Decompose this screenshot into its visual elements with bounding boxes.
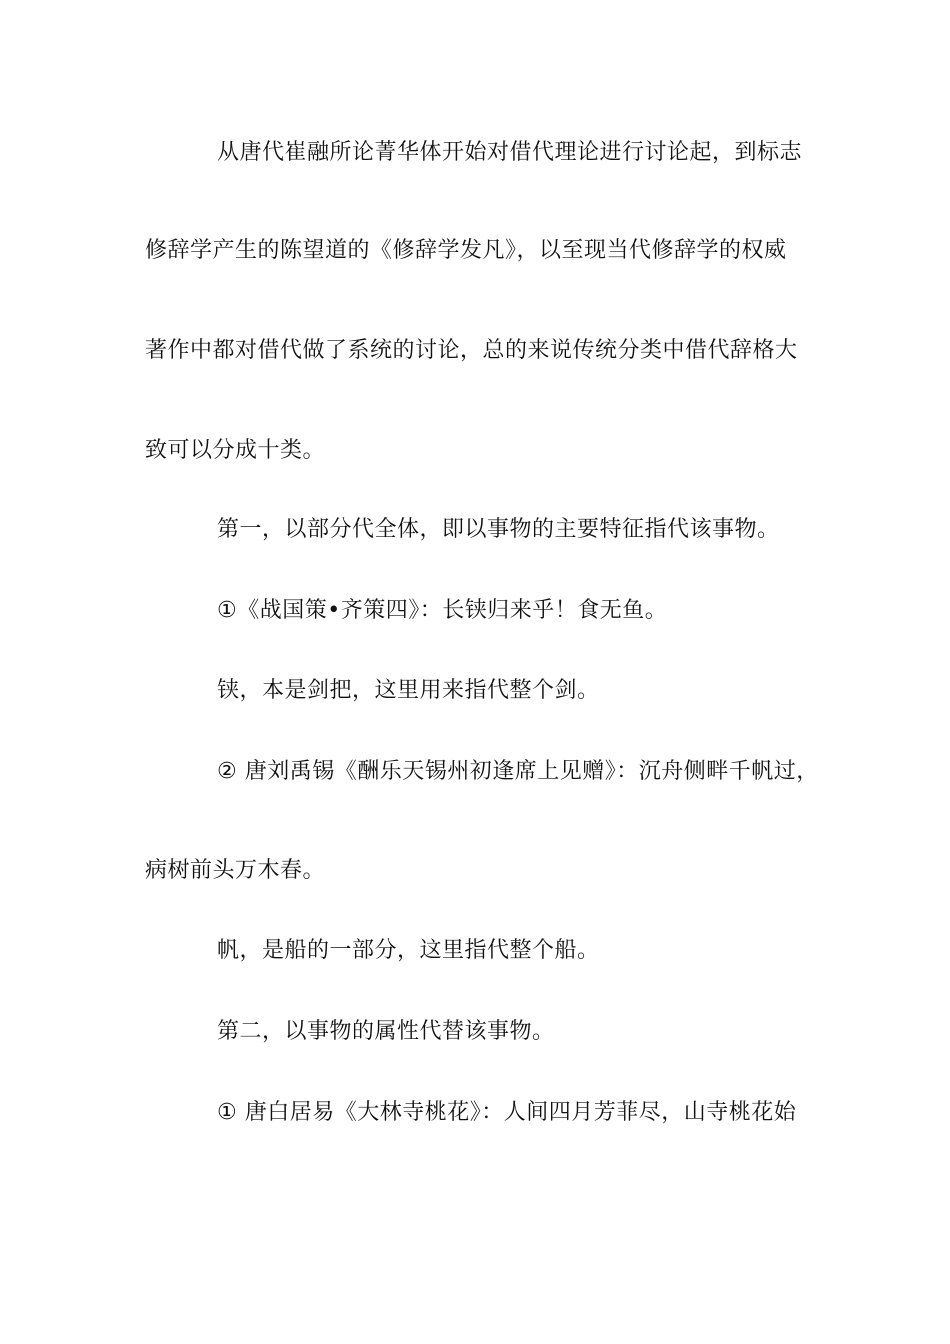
example-citation: ② 唐刘禹锡《酬乐天锡州初逢席上见赠》：沉舟侧畔千帆过， xyxy=(217,759,819,784)
paragraph-line: 修辞学产生的陈望道的《修辞学发凡》，以至现当代修辞学的权威 xyxy=(145,238,787,263)
example-explanation: 帆，是船的一部分，这里指代整个船。 xyxy=(217,938,600,963)
paragraph-line: 著作中都对借代做了系统的讨论，总的来说传统分类中借代辞格大 xyxy=(145,338,798,363)
example-citation: ① 唐白居易《大林寺桃花》：人间四月芳菲尽，山寺桃花始 xyxy=(217,1100,797,1125)
section-heading: 第一，以部分代全体，即以事物的主要特征指代该事物。 xyxy=(217,517,780,542)
paragraph-line: 致可以分成十类。 xyxy=(145,438,326,463)
example-citation-continued: 病树前头万木春。 xyxy=(145,858,326,883)
paragraph-line: 从唐代崔融所论菁华体开始对借代理论进行讨论起，到标志 xyxy=(217,140,803,165)
example-citation: ①《战国策•齐策四》：长铗归来乎！食无鱼。 xyxy=(217,598,668,623)
example-explanation: 铗，本是剑把，这里用来指代整个剑。 xyxy=(217,678,600,703)
section-heading: 第二，以事物的属性代替该事物。 xyxy=(217,1019,555,1044)
